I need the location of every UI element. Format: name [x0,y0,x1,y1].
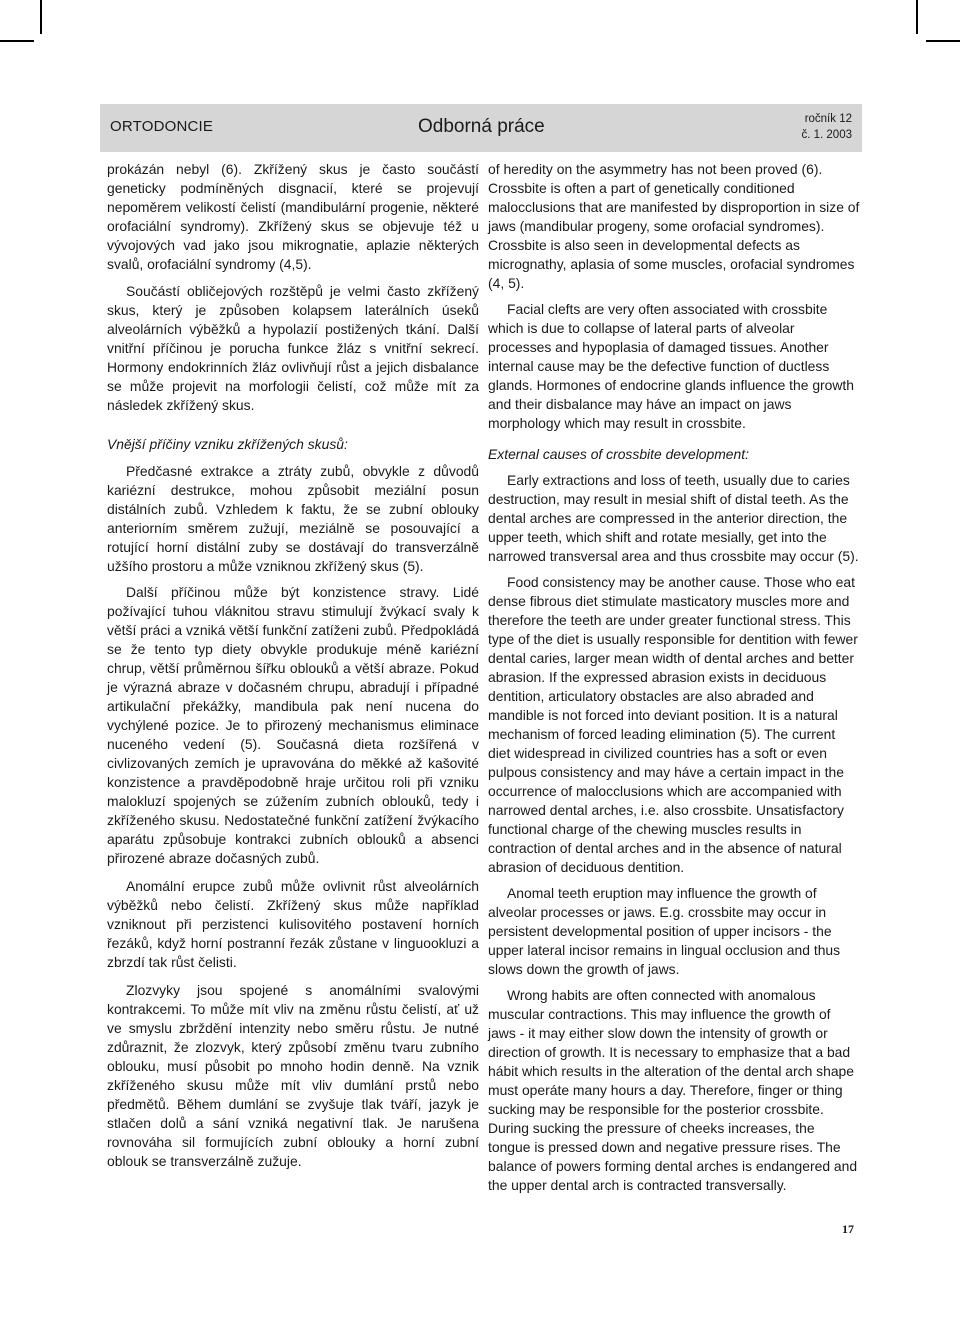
article-type: Odborná práce [418,116,545,137]
paragraph: Předčasné extrakce a ztráty zubů, obvykle z důvodů kariézní destrukce, mohou způsobit meziální posun distálních zubů. Vzhledem k faktu, že se zubní oblouky anteriorním směrem zužují, meziálně se posouvající a rotující horní distální zuby se dostávají do transverzálně užšího prostoru a může vzniknou zkřížený skus (5). [107,463,479,574]
issue-info [801,111,852,143]
crop-mark [926,40,960,42]
paragraph: prokázán nebyl (6). Zkřížený skus je často součástí geneticky podmíněných disgnacií, které se projevují nepoměrem velikostí čelistí (mandibulární progenie, některé orofaciální syndromy). Zkřížený skus se objevuje též u vývojových vad jako jsou mikrognatie, aplazie některých svalů, orofaciální syndromy (4,5). [107,161,479,272]
paragraph: Zlozvyky jsou spojené s anomálními svalovými kontrakcemi. To může mít vliv na změnu růstu čelistí, ať už ve smyslu zbrždění intenzity nebo směru růstu. Je nutné zdůraznit, že zlozvyk, který způsobí změnu tvaru zubního oblouku, musí působit po mnoho hodin denně. Na vznik zkříženého skusu může mít vliv dumlání prstů nebo předmětů. Během dumlání se zvyšuje tlak tváří, jazyk je stlačen dolů a sání vzniká negativní tlak. Je narušena rovnováha sil formujících zubní oblouky a horní zubní oblouk se transverzálně zužuje. [107,982,479,1169]
issue-label: č. 1. 2003 [801,129,852,141]
paragraph: of heredity on the asymmetry has not been proved (6). Crossbite is often a part of genetically conditioned malocclusions that are manifested by disproportion in size of jaws (mandibular progeny, some orofacial syndromes). Crossbite is also seen in developmental defects as micrognathy, aplasia of some muscles, orofacial syndromes (4, 5). [488,161,860,291]
crop-mark [40,0,42,34]
paragraph: Další příčinou může být konzistence stravy. Lidé požívající tuhou vláknitou stravu stimulují žvýkací svaly k větší práci a vzniká větší funkční zatíženi zubů. Předpokládá se že tento typ diety obvykle produkuje méně kariézní chrup, větší průměrnou šířku oblouků a větší abraze. Pokud je výrazná abraze v dočasném chrupu, abradují i případné artikulační překážky, mandibula pak není nucena do vychýlené pozice. Je to přirozený mechanismus eliminace nuceného vedení (5). Současná dieta rozšířená v civlizovaných zemích je upravována do měkké až kašovité konzistence a pravděpodobně hraje určitou roli při vzniku malokluzí spojených se zúžením zubních oblouků, tedy i zkříženého skusu. Nedostatečné funkční zatížení žvýkacího aparátu způsobuje kontrakci zubních oblouků a absenci přirozené abraze dočasných zubů. [107,584,479,866]
section-heading: Vnější příčiny vzniku zkřížených skusů: [107,436,348,452]
paragraph: Anomal teeth eruption may influence the growth of alveolar processes or jaws. E.g. crossbite may occur in persistent developmental position of upper incisors - the upper lateral incisor remains in lingual occlusion and thus slows down the growth of jaws. [488,885,841,977]
paragraph: Food consistency may be another cause. Those who eat dense fibrous diet stimulate masticatory muscles more and therefore the teeth are under greater functional stress. This type of the diet is usually responsible for dentition with fewer dental caries, larger mean width of dental arches and better abrasion. If the expressed abrasion exists in deciduous dentition, articulatory obstacles are also abraded and mandible is not forced into deviant position. It is a natural mechanism of forced leading elimination (5). The current diet widespread in civilized countries has a soft or even pulpous consistency and may háve a certain impact in the occurrence of malocclusions which are accompanied with narrowed dental arches, i.e. also crossbite. Unsatisfactory functional charge of the chewing muscles results in contraction of dental arches and in the absence of natural abrasion of deciduous dentition. [488,574,858,875]
crop-mark [0,40,34,42]
english-column [488,160,860,1195]
crop-mark [916,0,918,34]
paragraph: Součástí obličejových rozštěpů je velmi často zkřížený skus, který je způsoben kolapsem laterálních úseků alveolárních výběžků a hypolazií postižených tkání. Další vnitřní příčinou je porucha funkce žláz s vnitřní sekrecí. Hormony endokrinních žláz ovlivňují růst a jejich disbalance se může projevit na morfologii čelistí, což může mít za následek zkřížený skus. [107,283,479,413]
page-number: 17 [842,1222,854,1236]
section-label: ORTODONCIE [110,118,214,135]
czech-column [107,160,479,1171]
paragraph: Early extractions and loss of teeth, usually due to caries destruction, may result in mesial shift of distal teeth. As the dental arches are compressed in the anterior direction, the upper teeth, which shift and rotate mesially, get into the narrowed transversal area and thus crossbite may occur (5). [488,472,859,564]
paragraph: Anomální erupce zubů může ovlivnit růst alveolárních výběžků nebo čelistí. Zkřížený skus může například vzniknout při perzistenci kulisovitého postavení horních řezáků, když horní postranní řezák zůstane v linguookluzi a zbrzdí tak růst čelisti. [107,878,479,970]
paragraph: Wrong habits are often connected with anomalous muscular contractions. This may influence the growth of jaws - it may either slow down the intensity of growth or direction of growth. It is necessary to emphasize that a bad hábit which results in the alteration of the dental arch shape must operáte many hours a day. Therefore, finger or thing sucking may be responsible for the posterior crossbite. During sucking the pressure of cheeks increases, the tongue is pressed down and negative pressure rises. The balance of powers forming dental arches is endangered and the upper dental arch is contracted transversally. [488,987,858,1193]
paragraph: Facial clefts are very often associated with crossbite which is due to collapse of lateral parts of alveolar processes and hypoplasia of damaged tissues. Another internal cause may be the defective function of ductless glands. Hormones of endocrine glands influence the growth and their disbalance may háve an impact on jaws morphology which may result in crossbite. [488,301,855,431]
section-heading: External causes of crossbite development: [488,446,749,462]
volume-label: ročník 12 [804,113,852,125]
running-header [100,104,862,152]
